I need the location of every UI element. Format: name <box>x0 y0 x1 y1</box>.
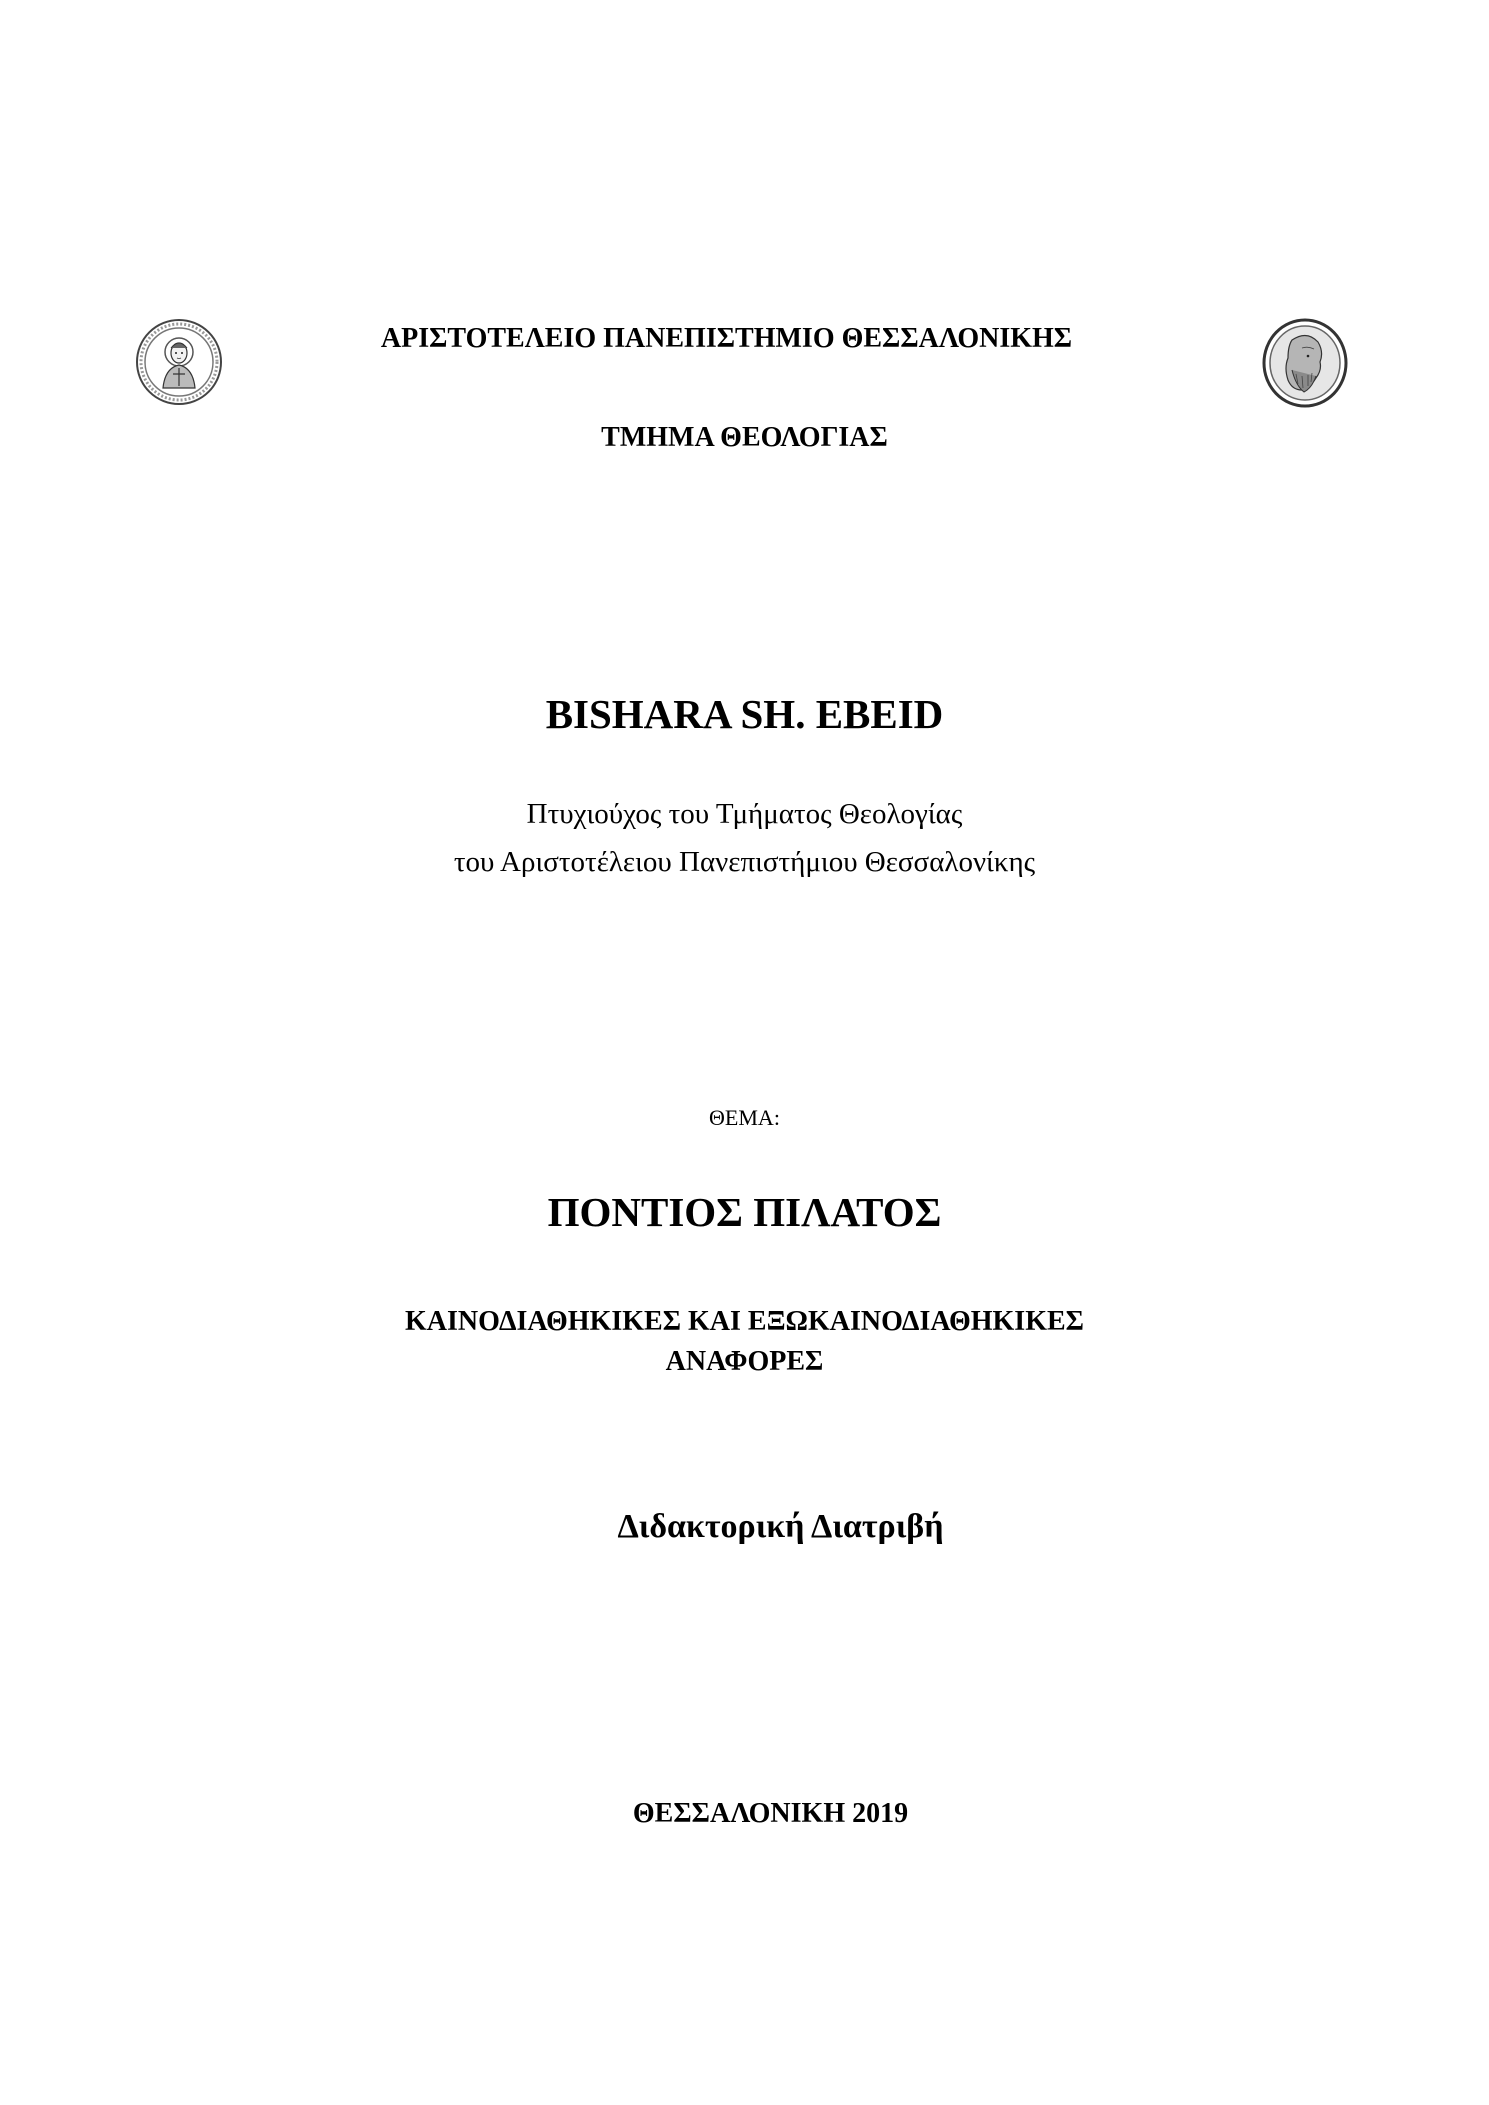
thesis-type: Διδακτορική Διατριβή <box>617 1508 944 1545</box>
thesis-title: ΠΟΝΤΙΟΣ ΠΙΛΑΤΟΣ <box>547 1189 942 1235</box>
department-name: ΤΜΗΜΑ ΘΕΟΛΟΓΙΑΣ <box>601 422 888 453</box>
topic-label: ΘΕΜΑ: <box>709 1105 780 1130</box>
author-degree-line2: του Αριστοτέλειου Πανεπιστήμιου Θεσσαλονίκης <box>453 846 1036 878</box>
author-degree-line1: Πτυχιούχος του Τμήματος Θεολογίας <box>526 798 963 830</box>
place-year: ΘΕΣΣΑΛΟΝΙΚΗ 2019 <box>632 1798 909 1829</box>
university-name: ΑΡΙΣΤΟΤΕΛΕΙΟ ΠΑΝΕΠΙΣΤΗΜΙΟ ΘΕΣΣΑΛΟΝΙΚΗΣ <box>380 323 1073 354</box>
thesis-subtitle-line1: ΚΑΙΝΟΔΙΑΘΗΚΙΚΕΣ ΚΑΙ ΕΞΩΚΑΙΝΟΔΙΑΘΗΚΙΚΕΣ <box>405 1306 1084 1337</box>
thesis-subtitle-line2: ΑΝΑΦΟΡΕΣ <box>665 1346 824 1377</box>
author-name: BISHARA SH. EBEID <box>545 691 944 737</box>
